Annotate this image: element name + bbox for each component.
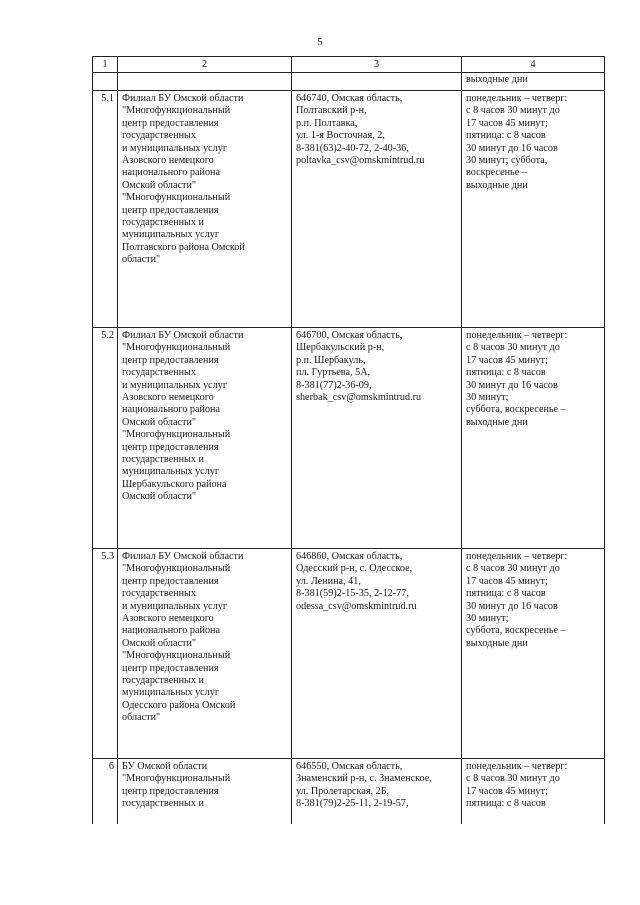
address-cell: 646860, Омская область, Одесский р-н, с. Одесское, ул. Ленина, 41, 8-381(59)2-15-35, 2-12-77, odessa_csv@omskmintrud.ru [292,549,462,759]
organization-name-cell: Филиал БУ Омской области "Многофункциональный центр предоставления государственных и муниципальных услуг Азовского немецкого национального района Омской области" "Многофункциональный центр предоставления государственных и муниципальных услуг Шербакульского района Омской области" [118,328,292,549]
working-hours-cell: понедельник – четверг: с 8 часов 30 минут до 17 часов 45 минут; пятница: с 8 часов 30 минут до 16 часов 30 минут; суббота, воскресенье – выходные дни [462,91,605,328]
address-cell: 646550, Омская область, Знаменский р-н, с. Знаменское, ул. Пролетарская, 2Б, 8-381(79)2-25-11, 2-19-57, [292,759,462,825]
address-cell: 646700, Омская область, Шербакульский р-н, р.п. Шербакуль, пл. Гуртьева, 5А, 8-381(77)2-36-09, sherbak_csv@omskmintrud.ru [292,328,462,549]
working-hours-cell: понедельник – четверг: с 8 часов 30 минут до 17 часов 45 минут; пятница: с 8 часов [462,759,605,825]
row-number-cell: 5.3 [93,549,118,759]
row-number-cell: 6 [93,759,118,825]
organization-name-cell [118,73,292,91]
column-header-4: 4 [462,57,605,73]
column-header-2: 2 [118,57,292,73]
table-row [93,91,605,328]
table-row [93,549,605,759]
organization-name-cell: Филиал БУ Омской области "Многофункциональный центр предоставления государственных и муниципальных услуг Азовского немецкого национального района Омской области" "Многофункциональный центр предоставления государственных и муниципальных услуг Одесского района Омской области" [118,549,292,759]
row-number-cell: 5.2 [93,328,118,549]
column-header-1: 1 [93,57,118,73]
organization-name-cell: БУ Омской области "Многофункциональный центр предоставления государственных и [118,759,292,825]
column-header-3: 3 [292,57,462,73]
address-cell: 646740, Омская область, Полтавский р-н, р.п. Полтавка, ул. 1-я Восточная, 2, 8-381(63)2-40-72, 2-40-36, poltavka_csv@omskmintrud.ru [292,91,462,328]
table-header-row [93,57,605,73]
table-row [93,328,605,549]
table-row [93,759,605,825]
address-cell [292,73,462,91]
page-number: 5 [317,36,323,48]
working-hours-cell: выходные дни [462,73,605,91]
row-number-cell: 5.1 [93,91,118,328]
service-centers-table [92,56,605,824]
organization-name-cell: Филиал БУ Омской области "Многофункциональный центр предоставления государственных и муниципальных услуг Азовского немецкого национального района Омской области" "Многофункциональный центр предоставления государственных и муниципальных услуг Полтавского района Омской области" [118,91,292,328]
table-row-continuation [93,73,605,91]
row-number-cell [93,73,118,91]
working-hours-cell: понедельник – четверг: с 8 часов 30 минут до 17 часов 45 минут; пятница: с 8 часов 30 минут до 16 часов 30 минут; суббота, воскресенье – выходные дни [462,549,605,759]
working-hours-cell: понедельник – четверг: с 8 часов 30 минут до 17 часов 45 минут; пятница: с 8 часов 30 минут до 16 часов 30 минут; суббота, воскресенье – выходные дни [462,328,605,549]
